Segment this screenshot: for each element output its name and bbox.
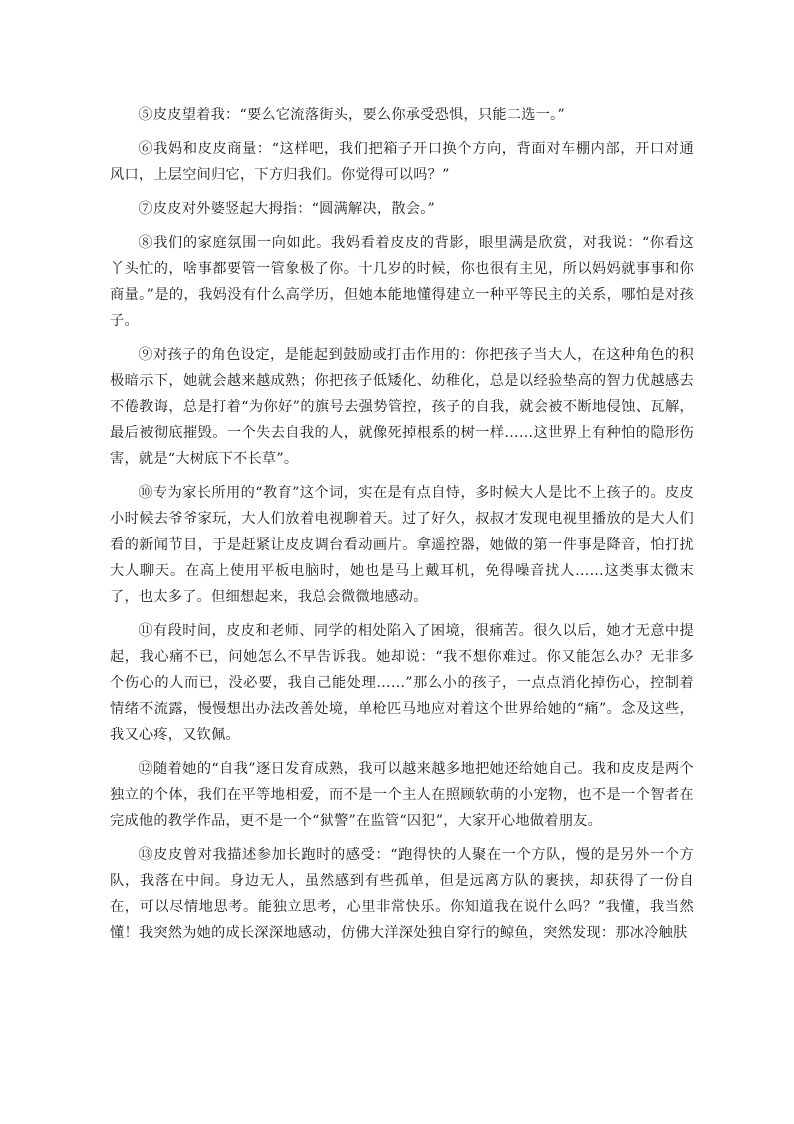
document-page [110, 102, 694, 954]
paragraph-11: ⑪有段时间，皮皮和老师、同学的相处陷入了困境，很痛苦。很久以后，她才无意中提起，我心痛不已，问她怎么不早告诉我。她却说：“我不想你难过。你又能怎么办？无非多个伤心的人而已，没必要，我自己能处理……”那么小的孩子，一点点消化掉伤心，控制着情绪不流露，慢慢想出办法改善处境，单枪匹马地应对着这个世界给她的“痛”。念及这些，我又心疼，又钦佩。 [110, 623, 694, 743]
paragraph-5: ⑤皮皮望着我：“要么它流落街头，要么你承受恐惧，只能二选一。” [138, 107, 565, 123]
paragraph-12: ⑫随着她的“自我”逐日发育成熟，我可以越来越多地把她还给她自己。我和皮皮是两个独立的个体，我们在平等地相爱，而不是一个主人在照顾软萌的小宠物，也不是一个智者在完成他的教学作品，更不是一个“狱警”在监管“囚犯”，大家开心地做着朋友。 [110, 761, 694, 829]
paragraph-10: ⑩专为家长所用的“教育”这个词，实在是有点自恃，多时候大人是比不上孩子的。皮皮小时候去爷爷家玩，大人们放着电视聊着天。过了好久，叔叔才发现电视里播放的是大人们看的新闻节目，于是赶紧让皮皮调台看动画片。拿遥控器，她做的第一件事是降音，怕打扰大人聊天。在高上使用平板电脑时，她也是马上戴耳机，免得噪音扰人……这类事太微末了，也太多了。但细想起来，我总会微微地感动。 [110, 485, 694, 605]
paragraph-6: ⑥我妈和皮皮商量：“这样吧，我们把箱子开口换个方向，背面对车棚内部，开口对通风口，上层空间归它，下方归我们。你觉得可以吗？” [110, 141, 694, 183]
paragraph-13: ⑬皮皮曾对我描述参加长跑时的感受：“跑得快的人聚在一个方队，慢的是另外一个方队，我落在中间。身边无人，虽然感到有些孤单，但是远离方队的裹挟，却获得了一份自在，可以尽情地思考。能独立思考，心里非常快乐。你知道我在说什么吗？”我懂，我当然懂！我突然为她的成长深深地感动，仿佛大洋深处独自穿行的鲸鱼，突然发现：那冰冷触肤 [110, 847, 694, 941]
paragraph-7: ⑦皮皮对外婆竖起大拇指：“圆满解决，散会。” [138, 201, 436, 217]
paragraph-9: ⑨对孩子的角色设定，是能起到鼓励或打击作用的：你把孩子当大人，在这种角色的积极暗示下，她就会越来越成熟；你把孩子低矮化、幼稚化，总是以经验垫高的智力优越感去不倦教诲，总是打着“为你好”的旗号去强势管控，孩子的自我，就会被不断地侵蚀、瓦解，最后被彻底摧毁。一个失去自我的人，就像死掉根系的树一样……这世界上有种怕的隐形伤害，就是“大树底下不长草”。 [110, 347, 694, 467]
paragraph-8: ⑧我们的家庭氛围一向如此。我妈看着皮皮的背影，眼里满是欣赏，对我说：“你看这丫头忙的，啥事都要管一管象极了你。十几岁的时候，你也很有主见，所以妈妈就事事和你商量。”是的，我妈没有什么高学历，但她本能地懂得建立一种平等民主的关系，哪怕是对孩子。 [110, 235, 694, 329]
